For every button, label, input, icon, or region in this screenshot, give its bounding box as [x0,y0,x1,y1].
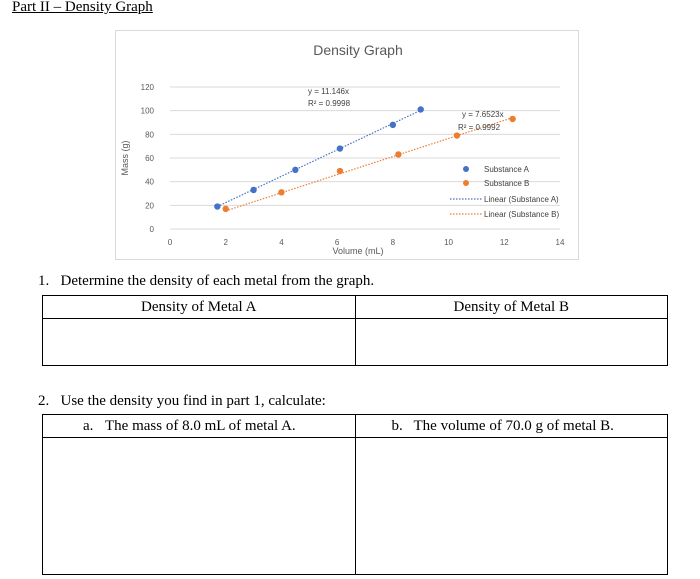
question-2-text: Use the density you find in part 1, calculate: [60,393,326,409]
x-axis-label: Volume (mL) [332,246,384,256]
calculation-answer-table [42,414,668,575]
data-point-a-3 [292,167,298,173]
data-point-a-6 [418,106,424,112]
y-tick-label-80: 80 [145,130,154,140]
question-2 [38,393,326,410]
density-chart-frame [115,30,579,260]
data-point-b-4 [395,151,401,157]
question-1 [38,273,374,290]
x-tick-label-4: 4 [279,238,284,247]
y-axis-label: Mass (g) [120,140,130,176]
y-tick-label-120: 120 [140,83,154,92]
legend-label-substance-a: Substance A [484,165,529,174]
part-a-answer-cell[interactable] [43,438,356,575]
y-tick-label-60: 60 [145,154,154,163]
part-title: Part II – Density Graph [12,0,153,15]
x-tick-label-6: 6 [334,238,340,247]
part-b-letter: b. [391,417,403,434]
y-tick-label-0: 0 [149,225,154,234]
data-point-a-4 [337,145,343,151]
density-metal-b-answer-cell[interactable] [355,319,668,366]
part-b-header [355,415,668,438]
data-point-a-1 [214,203,220,209]
question-2-number: 2. [38,393,50,409]
density-metal-a-header: Density of Metal A [43,296,356,319]
data-point-a-5 [390,122,396,128]
density-answer-table [42,295,668,366]
x-tick-label-12: 12 [499,238,509,247]
trendline-b-equation: y = 7.6523x [462,110,504,119]
chart-title: Density Graph [313,42,403,58]
question-1-number: 1. [38,273,50,289]
density-metal-b-header: Density of Metal B [355,296,668,319]
trendline-a-r2: R² = 0.9998 [308,99,351,108]
data-point-a-2 [250,187,256,193]
legend-marker-substance-a [463,166,469,172]
part-a-letter: a. [83,417,94,434]
data-point-b-1 [223,206,229,212]
y-tick-label-20: 20 [145,201,154,211]
legend-label-substance-b: Substance B [484,179,530,188]
density-metal-a-answer-cell[interactable] [43,319,356,366]
part-a-text: The mass of 8.0 mL of metal A. [105,417,296,434]
part-b-answer-cell[interactable] [355,438,668,575]
data-point-b-6 [509,116,515,122]
x-tick-label-2: 2 [223,238,228,247]
trendline-a-equation: y = 11.146x [308,87,349,96]
question-1-text: Determine the density of each metal from the graph. [60,273,375,289]
legend-marker-substance-b [463,180,469,186]
data-point-b-2 [278,189,284,195]
y-tick-label-100: 100 [140,106,154,116]
trendline-b-r2: R² = 0.9992 [458,123,501,132]
part-b-text: The volume of 70.0 g of metal B. [413,417,614,434]
y-tick-label-40: 40 [145,177,154,187]
x-tick-label-14: 14 [555,238,565,247]
legend-label-linear-substance-a: Linear (Substance A) [484,195,559,204]
x-tick-label-0: 0 [167,238,173,247]
part-a-header [43,415,356,438]
x-tick-label-8: 8 [390,238,396,247]
data-point-b-3 [337,168,343,174]
legend-label-linear-substance-b: Linear (Substance B) [484,210,560,219]
data-point-b-5 [454,132,460,138]
x-tick-label-10: 10 [444,238,454,247]
density-chart [116,31,578,259]
